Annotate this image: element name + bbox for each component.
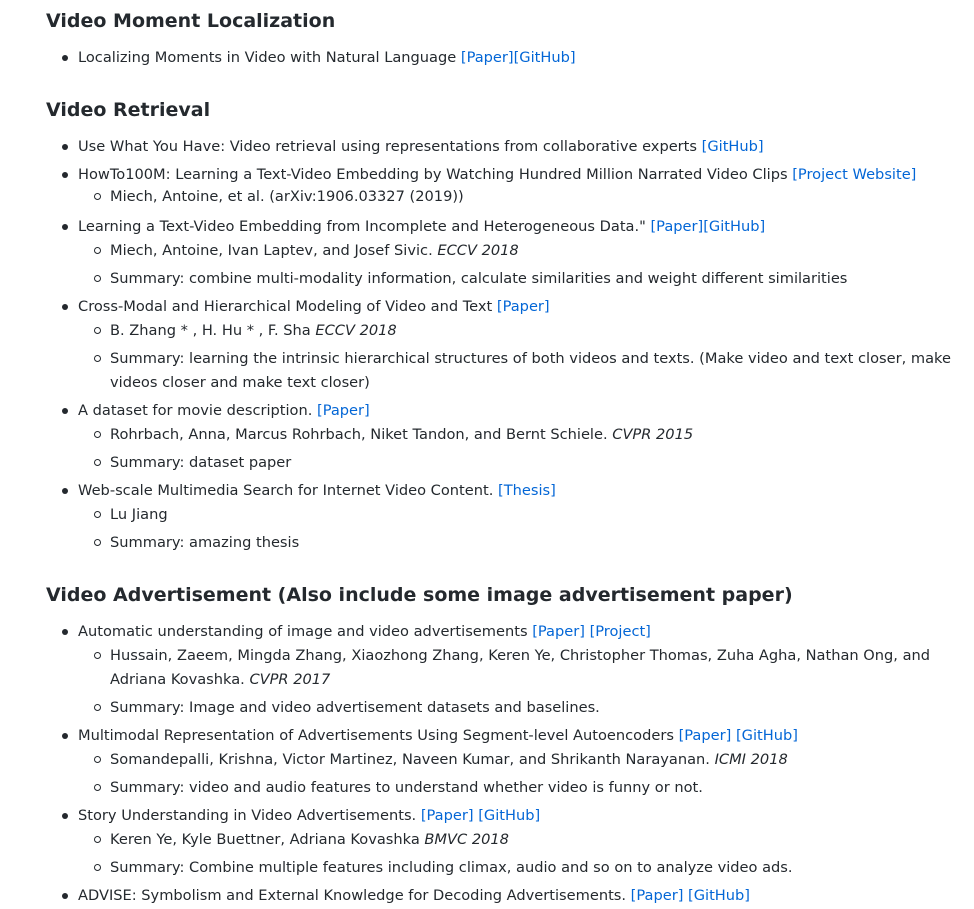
list-item [78, 621, 651, 643]
section-heading: Video Advertisement (Also include some image advertisement paper) [46, 584, 793, 606]
item-title: Multimodal Representation of Advertisements Using Segment-level Autoencoders [78, 727, 679, 744]
sub-list-item [110, 504, 168, 526]
sub-item-text: videos closer and make text closer) [110, 374, 370, 391]
bullet-circle-icon [94, 539, 101, 546]
venue-label: CVPR 2017 [249, 671, 331, 688]
sub-list-item [110, 829, 509, 851]
section-heading: Video Moment Localization [46, 10, 336, 32]
bullet-disc-icon [62, 224, 68, 230]
bullet-circle-icon [94, 193, 101, 200]
sub-item-text: Miech, Antoine, Ivan Laptev, and Josef Sivic. [110, 242, 438, 259]
item-title: Web-scale Multimedia Search for Internet Video Content. [78, 482, 499, 499]
list-item [78, 164, 916, 186]
sub-item-text: Adriana Kovashka. [110, 671, 250, 688]
bullet-circle-icon [94, 652, 101, 659]
venue-label: ICMI 2018 [714, 751, 788, 768]
sub-item-text: Summary: dataset paper [110, 454, 292, 471]
reference-link[interactable]: [Paper] [420, 807, 474, 824]
sub-item-text: Somandepalli, Krishna, Victor Martinez, Naveen Kumar, and Shrikanth Narayanan. [110, 751, 715, 768]
bullet-circle-icon [94, 704, 101, 711]
sub-list-item [110, 857, 793, 879]
sub-list-item [110, 452, 291, 474]
sub-list-item [110, 424, 693, 446]
list-item [78, 216, 765, 238]
reference-link[interactable]: [Paper] [630, 887, 684, 904]
item-title: Learning a Text-Video Embedding from Incomplete and Heterogeneous Data." [78, 218, 651, 235]
bullet-disc-icon [62, 408, 68, 414]
bullet-circle-icon [94, 864, 101, 871]
sub-item-text: Rohrbach, Anna, Marcus Rohrbach, Niket Tandon, and Bernt Schiele. [110, 426, 613, 443]
sub-list-item [110, 749, 788, 771]
list-item [78, 725, 798, 747]
item-title: HowTo100M: Learning a Text-Video Embedding by Watching Hundred Million Narrated Video Clips [78, 166, 793, 183]
sub-item-continuation [110, 372, 370, 394]
sub-item-text: Miech, Antoine, et al. (arXiv:1906.03327 (2019)) [110, 188, 464, 205]
sub-list-item [110, 240, 519, 262]
bullet-disc-icon [62, 55, 68, 61]
bullet-circle-icon [94, 327, 101, 334]
reference-link[interactable]: [Paper] [460, 49, 514, 66]
sub-item-text: Summary: amazing thesis [110, 534, 300, 551]
reference-link[interactable]: [GitHub] [703, 218, 766, 235]
list-item [78, 296, 550, 318]
item-title: ADVISE: Symbolism and External Knowledge for Decoding Advertisements. [78, 887, 631, 904]
reference-link[interactable]: [Paper] [678, 727, 732, 744]
sub-list-item [110, 697, 600, 719]
sub-list-item [110, 268, 847, 290]
list-item [78, 400, 370, 422]
list-item [78, 885, 750, 907]
reference-link[interactable]: [Project] [589, 623, 651, 640]
sub-item-text: Summary: Combine multiple features including climax, audio and so on to analyze video ads. [110, 859, 793, 876]
sub-item-text: Keren Ye, Kyle Buettner, Adriana Kovashka [110, 831, 425, 848]
list-item [78, 136, 764, 158]
list-item [78, 480, 556, 502]
bullet-circle-icon [94, 756, 101, 763]
item-title: A dataset for movie description. [78, 402, 318, 419]
bullet-disc-icon [62, 893, 68, 899]
reference-link[interactable]: [Project Website] [792, 166, 917, 183]
reference-link[interactable]: [GitHub] [513, 49, 576, 66]
section-heading: Video Retrieval [46, 99, 211, 121]
bullet-circle-icon [94, 355, 101, 362]
reference-link[interactable]: [Thesis] [498, 482, 556, 499]
bullet-disc-icon [62, 172, 68, 178]
item-title: Use What You Have: Video retrieval using representations from collaborative experts [78, 138, 702, 155]
bullet-circle-icon [94, 784, 101, 791]
bullet-disc-icon [62, 629, 68, 635]
sub-item-text: Summary: video and audio features to understand whether video is funny or not. [110, 779, 703, 796]
sub-item-text: Lu Jiang [110, 506, 168, 523]
bullet-circle-icon [94, 275, 101, 282]
item-title: Cross-Modal and Hierarchical Modeling of Video and Text [78, 298, 497, 315]
sub-list-item [110, 186, 464, 208]
reference-link[interactable]: [GitHub] [688, 887, 750, 904]
reference-link[interactable]: [GitHub] [478, 807, 541, 824]
venue-label: ECCV 2018 [437, 242, 519, 259]
sub-item-text: Summary: learning the intrinsic hierarchical structures of both videos and texts. (Make video and text closer, make [110, 350, 951, 367]
bullet-disc-icon [62, 488, 68, 494]
bullet-disc-icon [62, 144, 68, 150]
item-title: Localizing Moments in Video with Natural Language [78, 49, 461, 66]
bullet-circle-icon [94, 511, 101, 518]
sub-list-item [110, 320, 397, 342]
list-item [78, 805, 540, 827]
reference-link[interactable]: [Paper] [496, 298, 550, 315]
sub-item-text: Summary: Image and video advertisement datasets and baselines. [110, 699, 600, 716]
sub-item-text: Hussain, Zaeem, Mingda Zhang, Xiaozhong Zhang, Keren Ye, Christopher Thomas, Zuha Agha, Nathan Ong, and [110, 647, 931, 664]
venue-label: ECCV 2018 [315, 322, 397, 339]
list-item [78, 47, 576, 69]
venue-label: BMVC 2018 [424, 831, 509, 848]
reference-link[interactable]: [Paper] [650, 218, 704, 235]
reference-link[interactable]: [GitHub] [735, 727, 798, 744]
sub-list-item [110, 348, 951, 370]
reference-link[interactable]: [Paper] [532, 623, 585, 640]
sub-list-item [110, 532, 299, 554]
bullet-circle-icon [94, 247, 101, 254]
sub-item-text: B. Zhang * , H. Hu * , F. Sha [110, 322, 316, 339]
reference-link[interactable]: [Paper] [317, 402, 370, 419]
reference-link[interactable]: [GitHub] [701, 138, 764, 155]
bullet-disc-icon [62, 733, 68, 739]
sub-item-text: Summary: combine multi-modality information, calculate similarities and weight different similarities [110, 270, 848, 287]
sub-list-item [110, 645, 930, 667]
item-title: Story Understanding in Video Advertisements. [78, 807, 421, 824]
bullet-circle-icon [94, 431, 101, 438]
bullet-circle-icon [94, 459, 101, 466]
bullet-disc-icon [62, 304, 68, 310]
venue-label: CVPR 2015 [612, 426, 694, 443]
item-title: Automatic understanding of image and video advertisements [78, 623, 533, 640]
bullet-disc-icon [62, 813, 68, 819]
sub-item-continuation [110, 669, 330, 691]
bullet-circle-icon [94, 836, 101, 843]
sub-list-item [110, 777, 703, 799]
